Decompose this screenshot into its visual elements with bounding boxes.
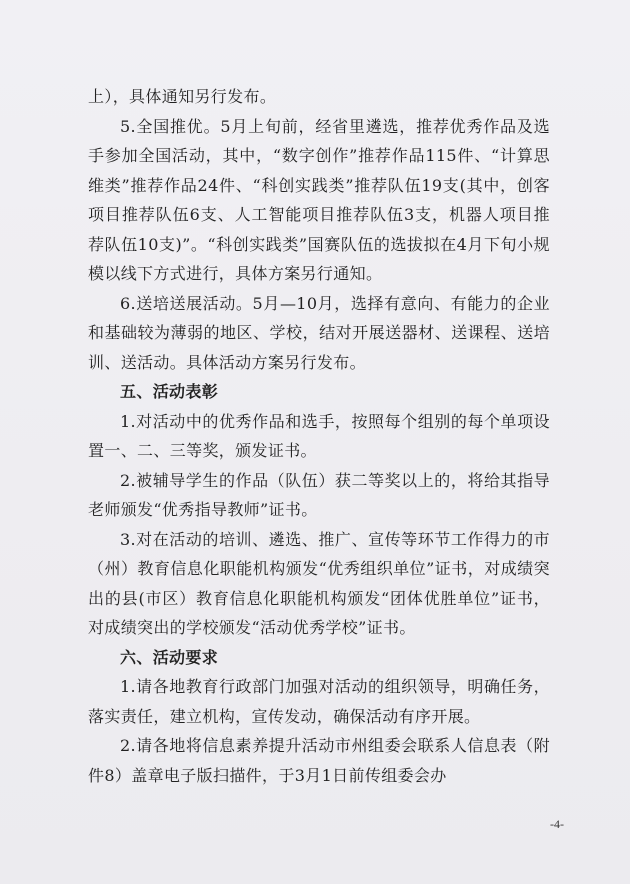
paragraph-award-organizations: 3.对在活动的培训、遴选、推广、宣传等环节工作得力的市（州）教育信息化职能机构颁发“优秀组织单位”证书，对成绩突出的县(市区）教育信息化职能机构颁发“团体优胜单位”证书，对成绩突出的学校颁发“活动优秀学校”证书。 — [88, 529, 550, 637]
section-heading-awards: 五、活动表彰 — [120, 382, 219, 401]
paragraph-national-recommendation: 5.全国推优。5月上旬前，经省里遴选，推荐优秀作品及选手参加全国活动，其中，“数字创作”推荐作品115件、“计算思维类”推荐作品24件、“科创实践类”推荐队伍19支(其中，创客项目推荐队伍6支、人工智能项目推荐队伍3支，机器人项目推荐队伍10支)”。“科创实践类”国赛队伍的选拔拟在4月下旬小规模以线下方式进行，具体方案另行通知。 — [88, 116, 550, 283]
page-number: -4- — [550, 817, 564, 831]
paragraph-award-works: 1.对活动中的优秀作品和选手，按照每个组别的每个单项设置一、二、三等奖，颁发证书。 — [88, 411, 550, 460]
paragraph-continuation: 上），具体通知另行发布。 — [88, 87, 277, 106]
paragraph-award-teachers: 2.被辅导学生的作品（队伍）获二等奖以上的，将给其指导老师颁发“优秀指导教师”证书。 — [88, 470, 550, 519]
section-heading-requirements: 六、活动要求 — [120, 647, 219, 667]
document-body — [88, 82, 550, 790]
paragraph-requirement-contact-form: 2.请各地将信息素养提升活动市州组委会联系人信息表（附件8）盖章电子版扫描件，于3月1日前传组委会办 — [88, 736, 550, 785]
paragraph-requirement-leadership: 1.请各地教育行政部门加强对活动的组织领导，明确任务，落实责任，建立机构，宣传发动，确保活动有序开展。 — [88, 677, 550, 726]
paragraph-training-outreach: 6.送培送展活动。5月—10月，选择有意向、有能力的企业和基础较为薄弱的地区、学校，结对开展送器材、送课程、送培训、送活动。具体活动方案另行发布。 — [88, 293, 550, 372]
